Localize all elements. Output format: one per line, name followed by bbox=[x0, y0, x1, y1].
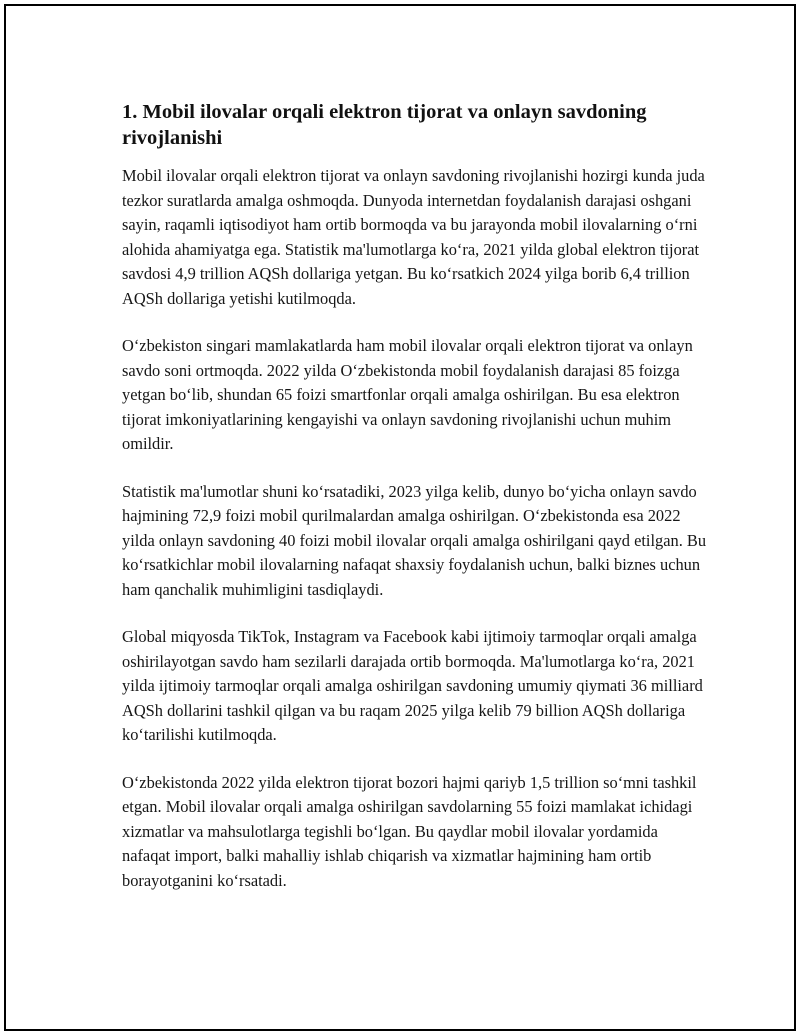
paragraph-3: Statistik ma'lumotlar shuni ko‘rsatadiki, 2023 yilga kelib, dunyo bo‘yicha onlayn savdo hajmining 72,9 foizi mobil qurilmalardan amalga oshirilgan. O‘zbekistonda esa 2022 yilda onlayn savdoning 40 foizi mobil ilovalar orqali amalga oshirilgani qayd etilgan. Bu ko‘rsatkichlar mobil ilovalarning nafaqat shaxsiy foydalanish uchun, balki biznes uchun ham qanchalik muhimligini tasdiqlaydi. bbox=[122, 481, 707, 599]
paragraph-1: Mobil ilovalar orqali elektron tijorat va onlayn savdoning rivojlanishi hozirgi kunda juda tezkor suratlarda amalga oshmoqda. Dunyoda internetdan foydalanish darajasi oshgani sayin, raqamli iqtisodiyot ham ortib bormoqda va bu jarayonda mobil ilovalarning o‘rni alohida ahamiyatga ega. Statistik ma'lumotlarga ko‘ra, 2021 yilda global elektron tijorat savdosi 4,9 trillion AQSh dollariga yetgan. Bu ko‘rsatkich 2024 yilga borib 6,4 trillion AQSh dollariga yetishi kutilmoqda. bbox=[122, 166, 705, 308]
paragraph-2: O‘zbekiston singari mamlakatlarda ham mobil ilovalar orqali elektron tijorat va onlayn savdo soni ortmoqda. 2022 yilda O‘zbekistonda mobil foydalanish darajasi 85 foizga yetgan bo‘lib, shundan 65 foizi smartfonlar orqali amalga oshirilgan. Bu esa elektron tijorat imkoniyatlarining kengayishi va onlayn savdoning rivojlanishi uchun muhim omildir. bbox=[122, 336, 693, 453]
paragraph-4: Global miqyosda TikTok, Instagram va Facebook kabi ijtimoiy tarmoqlar orqali amalga oshirilayotgan savdo ham sezilarli darajada ortib bormoqda. Ma'lumotlarga ko‘ra, 2021 yilda ijtimoiy tarmoqlar orqali amalga oshirilgan savdoning umumiy qiymati 36 milliard AQSh dollarini tashkil qilgan va bu raqam 2025 yilga kelib 79 billion AQSh dollariga ko‘tarilishi kutilmoqda. bbox=[122, 627, 703, 744]
section-heading: 1. Mobil ilovalar orqali elektron tijorat va onlayn savdoning rivojlanishi bbox=[122, 101, 647, 149]
document-body bbox=[122, 99, 710, 916]
page-frame bbox=[4, 4, 796, 1031]
paragraph-5: O‘zbekistonda 2022 yilda elektron tijorat bozori hajmi qariyb 1,5 trillion so‘mni tashkil etgan. Mobil ilovalar orqali amalga oshirilgan savdolarning 55 foizi mamlakat ichidagi xizmatlar va mahsulotlarga tegishli bo‘lgan. Bu qaydlar mobil ilovalar yordamida nafaqat import, balki mahalliy ishlab chiqarish va xizmatlar hajmining ham ortib borayotganini ko‘rsatadi. bbox=[122, 772, 697, 890]
